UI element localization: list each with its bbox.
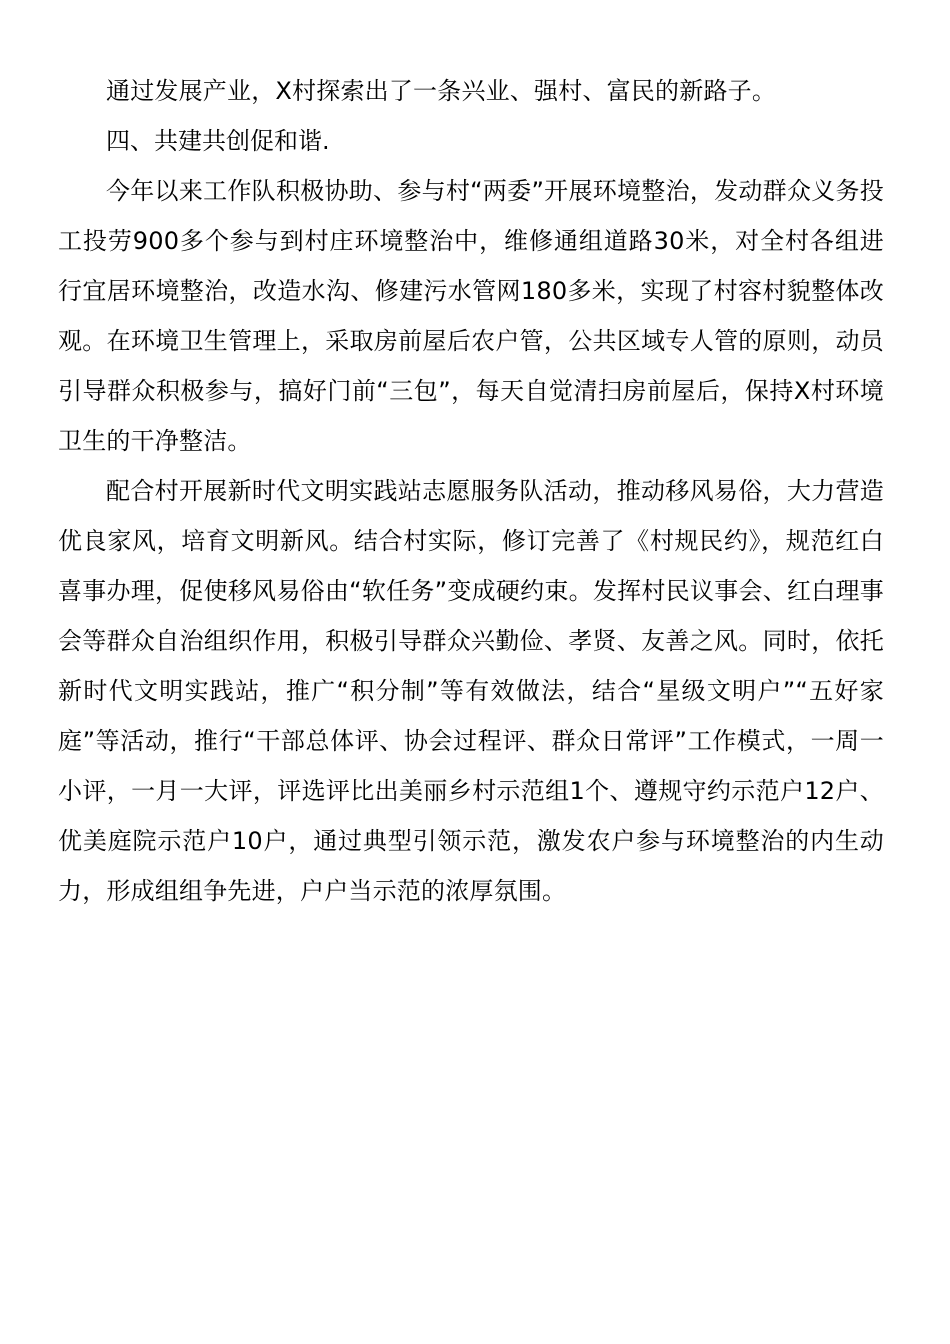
section-heading: 四、共建共创促和谐. <box>106 127 330 155</box>
paragraph-environment: 今年以来工作队积极协助、参与村“两委”开展环境整治，发动群众义务投工投劳900多个参与到村庄环境整治中，维修通组道路30米，对全村各组进行宜居环境整治，改造水沟、修建污水管网180多米，实现了村容村貌整体改观。在环境卫生管理上，采取房前屋后农户管，公共区域专人管的原则，动员引导群众积极参与，搞好门前“三包”，每天自觉清扫房前屋后，保持X村环境卫生的干净整洁。 <box>58 177 884 455</box>
paragraph-intro: 通过发展产业，X村探索出了一条兴业、强村、富民的新路子。 <box>106 77 777 105</box>
paragraph-civilization: 配合村开展新时代文明实践站志愿服务队活动，推动移风易俗，大力营造优良家风，培育文明新风。结合村实际，修订完善了《村规民约》，规范红白喜事办理，促使移风易俗由“软任务”变成硬约束。发挥村民议事会、红白理事会等群众自治组织作用，积极引导群众兴勤俭、孝贤、友善之风。同时，依托新时代文明实践站，推广“积分制”等有效做法，结合“星级文明户”“五好家庭”等活动，推行“干部总体评、协会过程评、群众日常评”工作模式，一周一小评，一月一大评，评选评比出美丽乡村示范组1个、遵规守约示范户12户、优美庭院示范户10户，通过典型引领示范，激发农户参与环境整治的内生动力，形成组组争先进，户户当示范的浓厚氛围。 <box>58 477 884 905</box>
